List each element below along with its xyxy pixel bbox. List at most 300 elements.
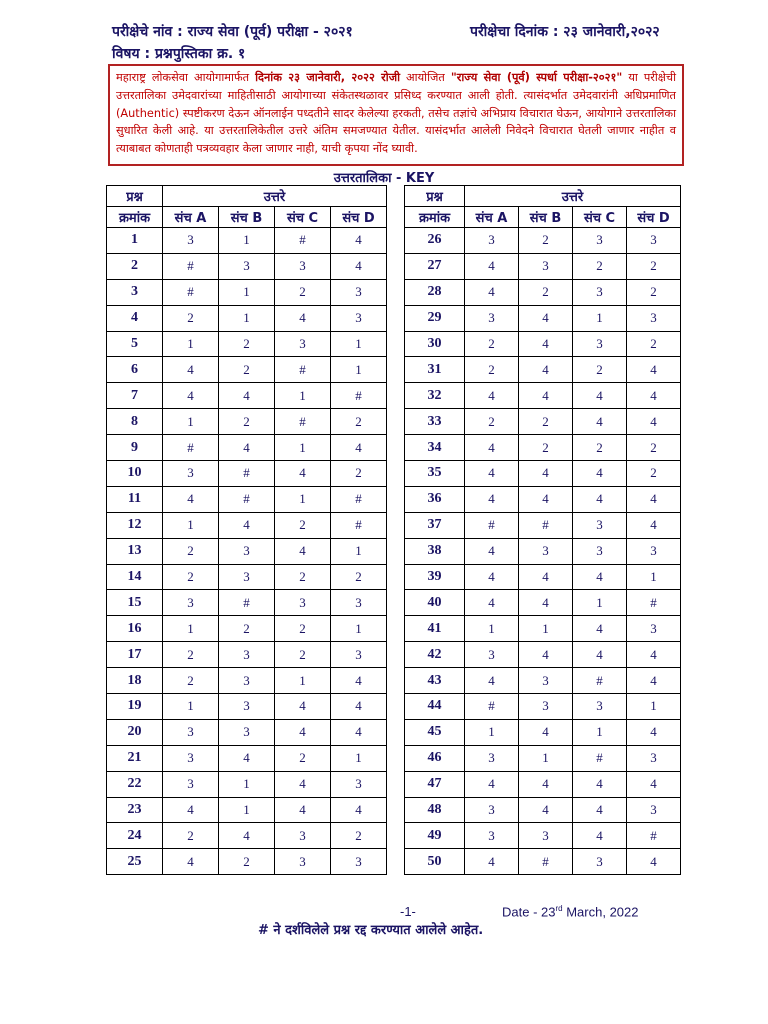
header-serial: क्रमांक: [107, 207, 163, 228]
answer-cell: 4: [275, 538, 331, 564]
answer-cell: 2: [573, 357, 627, 383]
table-row: [107, 253, 387, 279]
table-row: [405, 461, 681, 487]
answer-cell: 1: [163, 694, 219, 720]
answer-cell: 3: [519, 694, 573, 720]
page-number: -1-: [400, 904, 416, 919]
question-number: 25: [107, 849, 163, 875]
table-row: [405, 279, 681, 305]
answer-cell: #: [219, 590, 275, 616]
answer-cell: 4: [519, 771, 573, 797]
answer-cell: #: [275, 409, 331, 435]
answer-cell: 3: [163, 228, 219, 254]
answer-cell: 4: [331, 435, 387, 461]
question-number: 24: [107, 823, 163, 849]
answer-cell: 3: [163, 719, 219, 745]
notice-text-2: आयोजित: [400, 71, 451, 84]
question-number: 35: [405, 461, 465, 487]
answer-cell: 4: [573, 771, 627, 797]
question-number: 11: [107, 486, 163, 512]
notice-exam: "राज्य सेवा (पूर्व) स्पर्धा परीक्षा-२०२१": [450, 71, 623, 84]
answer-cell: 3: [219, 668, 275, 694]
answer-cell: 4: [163, 849, 219, 875]
question-number: 31: [405, 357, 465, 383]
answer-cell: 3: [275, 823, 331, 849]
answer-cell: 2: [163, 305, 219, 331]
answer-rows-left: [107, 228, 387, 875]
header-set-a: संच A: [163, 207, 219, 228]
answer-cell: 4: [275, 694, 331, 720]
answer-cell: 2: [331, 461, 387, 487]
date-ordinal: rd: [555, 904, 563, 913]
table-row: [107, 461, 387, 487]
answer-cell: #: [519, 512, 573, 538]
answer-cell: 4: [331, 253, 387, 279]
table-row: [405, 745, 681, 771]
answer-cell: 4: [465, 279, 519, 305]
table-row: [405, 694, 681, 720]
answer-cell: #: [627, 823, 681, 849]
answer-cell: 4: [627, 486, 681, 512]
question-number: 29: [405, 305, 465, 331]
answer-cell: 4: [573, 486, 627, 512]
question-number: 33: [405, 409, 465, 435]
table-row: [107, 331, 387, 357]
question-number: 6: [107, 357, 163, 383]
revision-date: [502, 904, 638, 919]
question-number: 49: [405, 823, 465, 849]
table-row: [107, 564, 387, 590]
table-row: [405, 228, 681, 254]
question-number: 30: [405, 331, 465, 357]
table-row: [107, 305, 387, 331]
answer-cell: 1: [465, 719, 519, 745]
question-number: 37: [405, 512, 465, 538]
answer-cell: 4: [519, 461, 573, 487]
table-row: [107, 409, 387, 435]
answer-cell: 4: [519, 564, 573, 590]
answer-cell: 4: [627, 719, 681, 745]
header-serial: क्रमांक: [405, 207, 465, 228]
answer-cell: 1: [573, 719, 627, 745]
header-set-a: संच A: [465, 207, 519, 228]
answer-cell: 1: [163, 331, 219, 357]
table-row: [405, 331, 681, 357]
table-row: [107, 771, 387, 797]
answer-cell: 3: [627, 305, 681, 331]
answer-cell: 2: [275, 642, 331, 668]
answer-cell: 4: [219, 745, 275, 771]
table-row: [405, 383, 681, 409]
answer-cell: 4: [219, 823, 275, 849]
answer-cell: 3: [163, 590, 219, 616]
answer-cell: 4: [331, 694, 387, 720]
question-number: 26: [405, 228, 465, 254]
answer-cell: 4: [219, 435, 275, 461]
answer-cell: 3: [163, 461, 219, 487]
answer-cell: 3: [519, 668, 573, 694]
notice-date: दिनांक २३ जानेवारी, २०२२ रोजी: [255, 71, 401, 84]
answer-cell: 4: [275, 797, 331, 823]
table-row: [405, 538, 681, 564]
answer-cell: 1: [331, 357, 387, 383]
answer-cell: 3: [519, 538, 573, 564]
answer-cell: 3: [465, 228, 519, 254]
table-row: [107, 745, 387, 771]
answer-cell: 3: [331, 849, 387, 875]
question-number: 17: [107, 642, 163, 668]
answer-cell: 2: [627, 461, 681, 487]
answer-cell: 4: [163, 797, 219, 823]
table-row: [405, 719, 681, 745]
question-number: 41: [405, 616, 465, 642]
answer-cell: 1: [627, 564, 681, 590]
header-set-b: संच B: [519, 207, 573, 228]
answer-cell: 3: [627, 797, 681, 823]
question-number: 34: [405, 435, 465, 461]
answer-cell: #: [465, 512, 519, 538]
answer-cell: 4: [519, 797, 573, 823]
answer-cell: 4: [627, 383, 681, 409]
answer-cell: 1: [163, 409, 219, 435]
answer-cell: 4: [465, 849, 519, 875]
answer-cell: 2: [519, 435, 573, 461]
header-question: प्रश्न: [405, 186, 465, 207]
answer-cell: 3: [219, 538, 275, 564]
answer-cell: 1: [465, 616, 519, 642]
answer-cell: #: [465, 694, 519, 720]
answer-cell: 4: [573, 823, 627, 849]
answer-cell: 2: [465, 331, 519, 357]
answer-cell: #: [219, 486, 275, 512]
answer-cell: 4: [519, 331, 573, 357]
header-answers: उत्तरे: [163, 186, 387, 207]
answer-cell: 4: [573, 564, 627, 590]
answer-cell: 2: [163, 564, 219, 590]
answer-cell: 4: [275, 305, 331, 331]
table-row: [107, 616, 387, 642]
question-number: 39: [405, 564, 465, 590]
answer-cell: 2: [627, 253, 681, 279]
answer-cell: 3: [275, 331, 331, 357]
table-row: [107, 279, 387, 305]
answer-cell: #: [331, 512, 387, 538]
answer-cell: 3: [519, 253, 573, 279]
answer-cell: 2: [163, 642, 219, 668]
answer-cell: 4: [573, 797, 627, 823]
question-number: 12: [107, 512, 163, 538]
answer-cell: #: [163, 279, 219, 305]
header-set-d: संच D: [627, 207, 681, 228]
answer-cell: 1: [219, 228, 275, 254]
answer-cell: 1: [519, 616, 573, 642]
answer-cell: 3: [219, 642, 275, 668]
date-rest: March, 2022: [562, 904, 639, 920]
answer-cell: 4: [331, 228, 387, 254]
answer-cell: 3: [275, 590, 331, 616]
answer-cell: 4: [627, 771, 681, 797]
table-row: [107, 668, 387, 694]
table-row: [107, 849, 387, 875]
answer-cell: 4: [465, 771, 519, 797]
answer-cell: 2: [627, 435, 681, 461]
answer-cell: 4: [465, 668, 519, 694]
notice-box: [108, 64, 684, 166]
answer-cell: 4: [331, 797, 387, 823]
cancelled-note: # ने दर्शविलेले प्रश्न रद्द करण्यात आलेले आहेत.: [258, 923, 484, 938]
answer-cell: 4: [465, 590, 519, 616]
table-row: [107, 435, 387, 461]
answer-cell: #: [573, 745, 627, 771]
answer-cell: 4: [627, 409, 681, 435]
answer-cell: 2: [519, 409, 573, 435]
answer-cell: 2: [219, 357, 275, 383]
table-row: [107, 357, 387, 383]
answer-cell: 3: [331, 279, 387, 305]
answer-cell: #: [519, 849, 573, 875]
answer-cell: 2: [465, 357, 519, 383]
answer-cell: #: [275, 228, 331, 254]
answer-cell: 4: [163, 486, 219, 512]
answer-cell: 2: [573, 435, 627, 461]
table-row: [405, 771, 681, 797]
question-number: 1: [107, 228, 163, 254]
answer-cell: 2: [331, 409, 387, 435]
table-row: [405, 797, 681, 823]
answer-cell: 4: [519, 719, 573, 745]
answer-cell: 4: [627, 512, 681, 538]
question-number: 40: [405, 590, 465, 616]
answer-rows-right: [405, 228, 681, 875]
answer-cell: 3: [465, 745, 519, 771]
answer-cell: 4: [573, 461, 627, 487]
answer-cell: 4: [219, 383, 275, 409]
notice-text-3: या परीक्षेची उत्तरतालिका उमेदवारांच्या माहितीसाठी आयोगाच्या संकेतस्थळावर प्रसिध्द करण्यात आली होती. त्यासंदर्भात उमेदवारांनी अधिप्रमाणित (Authentic) स्पष्टीकरण देऊन ऑनलाईन पध्दतीने सादर केलेल्या हरकती, तसेच तज्ञांचे अभिप्राय विचारात घेऊन, आयोगाने उत्तरतालिका सुधारित केली आहे. या उत्तरतालिकेतील उत्तरे अंतिम समजण्यात येतील. यासंदर्भात आलेली निवेदने विचारात घेतली जाणार नाहीत व त्याबाबत कोणताही पत्रव्यवहार केला जाणार नाही, याची कृपया नोंद घ्यावी.: [116, 71, 676, 156]
answer-cell: 2: [163, 538, 219, 564]
answer-cell: 1: [163, 512, 219, 538]
answer-cell: 3: [163, 745, 219, 771]
table-row: [405, 642, 681, 668]
table-row: [405, 849, 681, 875]
answer-cell: 3: [573, 331, 627, 357]
answer-cell: 1: [331, 331, 387, 357]
header-answers: उत्तरे: [465, 186, 681, 207]
question-number: 20: [107, 719, 163, 745]
answer-cell: 4: [627, 642, 681, 668]
exam-date: परीक्षेचा दिनांक : २३ जानेवारी,२०२२: [470, 24, 660, 40]
question-number: 42: [405, 642, 465, 668]
answer-cell: 1: [275, 486, 331, 512]
table-row: [405, 305, 681, 331]
question-number: 45: [405, 719, 465, 745]
answer-cell: 3: [219, 253, 275, 279]
question-number: 47: [405, 771, 465, 797]
answer-cell: 3: [627, 616, 681, 642]
answer-cell: 2: [519, 279, 573, 305]
answer-cell: 4: [275, 461, 331, 487]
answer-cell: 1: [275, 668, 331, 694]
table-row: [107, 642, 387, 668]
notice-text-1: महाराष्ट्र लोकसेवा आयोगामार्फत: [116, 71, 256, 84]
table-row: [405, 435, 681, 461]
answer-cell: 3: [465, 642, 519, 668]
header-set-d: संच D: [331, 207, 387, 228]
answer-cell: 2: [163, 668, 219, 694]
answer-cell: 4: [465, 486, 519, 512]
answer-cell: 1: [163, 616, 219, 642]
header-set-c: संच C: [275, 207, 331, 228]
question-number: 10: [107, 461, 163, 487]
answer-cell: 4: [627, 849, 681, 875]
answer-cell: 1: [331, 745, 387, 771]
question-number: 3: [107, 279, 163, 305]
table-row: [405, 823, 681, 849]
answer-cell: 3: [331, 771, 387, 797]
question-number: 13: [107, 538, 163, 564]
table-row: [107, 512, 387, 538]
answer-cell: 1: [219, 797, 275, 823]
answer-cell: 3: [331, 305, 387, 331]
answer-cell: 4: [519, 486, 573, 512]
table-row: [107, 797, 387, 823]
question-number: 44: [405, 694, 465, 720]
question-number: 28: [405, 279, 465, 305]
answer-cell: 1: [519, 745, 573, 771]
answer-cell: 4: [465, 461, 519, 487]
table-row: [405, 668, 681, 694]
answer-cell: 4: [331, 719, 387, 745]
question-number: 46: [405, 745, 465, 771]
question-number: 4: [107, 305, 163, 331]
answer-table-right: [404, 185, 681, 875]
answer-cell: 4: [465, 564, 519, 590]
answer-cell: 2: [331, 823, 387, 849]
answer-cell: 4: [627, 668, 681, 694]
answer-key-title: उत्तरतालिका - KEY: [333, 171, 435, 186]
answer-cell: 4: [573, 409, 627, 435]
question-number: 14: [107, 564, 163, 590]
answer-cell: 4: [163, 357, 219, 383]
answer-cell: 4: [219, 512, 275, 538]
answer-cell: 1: [219, 771, 275, 797]
answer-cell: 3: [519, 823, 573, 849]
answer-cell: #: [163, 435, 219, 461]
question-number: 19: [107, 694, 163, 720]
question-number: 7: [107, 383, 163, 409]
answer-cell: 2: [275, 512, 331, 538]
answer-cell: 4: [331, 668, 387, 694]
answer-cell: 2: [275, 745, 331, 771]
answer-cell: 2: [219, 331, 275, 357]
answer-cell: 3: [573, 512, 627, 538]
subject-label: विषय : प्रश्नपुस्तिका क्र. १: [112, 46, 246, 62]
table-row: [405, 512, 681, 538]
question-number: 5: [107, 331, 163, 357]
answer-cell: 3: [163, 771, 219, 797]
answer-cell: 2: [519, 228, 573, 254]
answer-cell: 2: [627, 279, 681, 305]
question-number: 50: [405, 849, 465, 875]
answer-cell: 1: [275, 435, 331, 461]
question-number: 8: [107, 409, 163, 435]
table-row: [107, 486, 387, 512]
answer-cell: 3: [465, 305, 519, 331]
answer-cell: 4: [465, 538, 519, 564]
answer-cell: 4: [627, 357, 681, 383]
answer-cell: #: [331, 486, 387, 512]
question-number: 9: [107, 435, 163, 461]
answer-cell: 1: [573, 305, 627, 331]
answer-cell: 2: [465, 409, 519, 435]
table-row: [107, 823, 387, 849]
answer-cell: 4: [519, 305, 573, 331]
answer-cell: 2: [219, 409, 275, 435]
question-number: 48: [405, 797, 465, 823]
answer-cell: 1: [219, 279, 275, 305]
answer-cell: 4: [519, 642, 573, 668]
question-number: 27: [405, 253, 465, 279]
answer-cell: #: [163, 253, 219, 279]
answer-cell: #: [219, 461, 275, 487]
question-number: 38: [405, 538, 465, 564]
answer-cell: 2: [627, 331, 681, 357]
answer-cell: 4: [275, 719, 331, 745]
table-row: [405, 564, 681, 590]
answer-cell: #: [573, 668, 627, 694]
answer-cell: 2: [573, 253, 627, 279]
answer-cell: 2: [163, 823, 219, 849]
answer-cell: 3: [573, 279, 627, 305]
header-question: प्रश्न: [107, 186, 163, 207]
table-row: [405, 486, 681, 512]
answer-cell: 3: [573, 849, 627, 875]
answer-cell: 3: [627, 745, 681, 771]
answer-cell: 3: [627, 538, 681, 564]
header-set-c: संच C: [573, 207, 627, 228]
answer-cell: #: [275, 357, 331, 383]
header-set-b: संच B: [219, 207, 275, 228]
answer-cell: 3: [573, 228, 627, 254]
answer-cell: 4: [573, 383, 627, 409]
question-number: 18: [107, 668, 163, 694]
answer-cell: 3: [573, 694, 627, 720]
answer-cell: 4: [573, 642, 627, 668]
answer-cell: 2: [331, 564, 387, 590]
answer-cell: 4: [519, 590, 573, 616]
answer-cell: 2: [275, 616, 331, 642]
answer-cell: 4: [573, 616, 627, 642]
answer-cell: 4: [465, 383, 519, 409]
answer-cell: 1: [331, 538, 387, 564]
answer-cell: 3: [331, 590, 387, 616]
answer-cell: #: [331, 383, 387, 409]
question-number: 32: [405, 383, 465, 409]
question-number: 15: [107, 590, 163, 616]
answer-cell: 2: [219, 849, 275, 875]
answer-cell: 3: [627, 228, 681, 254]
table-row: [405, 590, 681, 616]
answer-cell: #: [627, 590, 681, 616]
table-row: [107, 719, 387, 745]
table-row: [107, 590, 387, 616]
answer-cell: 3: [275, 253, 331, 279]
answer-cell: 3: [219, 564, 275, 590]
answer-cell: 3: [275, 849, 331, 875]
question-number: 2: [107, 253, 163, 279]
answer-cell: 1: [219, 305, 275, 331]
table-row: [107, 538, 387, 564]
answer-cell: 1: [627, 694, 681, 720]
